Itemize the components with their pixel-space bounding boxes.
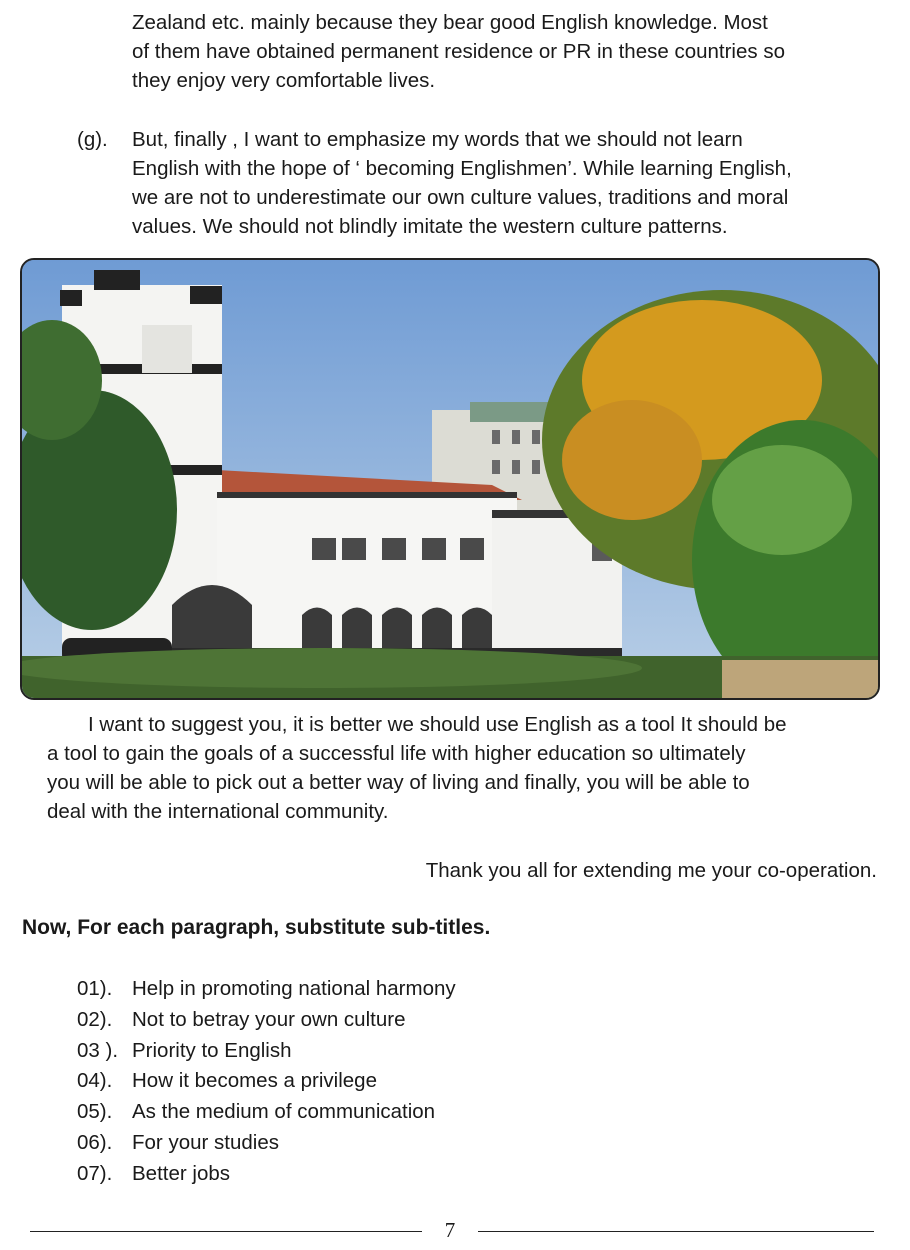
item-g-paragraph (132, 125, 854, 241)
list-number: 05). (77, 1100, 113, 1124)
list-text: For your studies (132, 1130, 279, 1154)
subtitle-list (77, 974, 456, 1190)
text-line: values. We should not blindly imitate the western culture patterns. (132, 215, 728, 238)
text-line: I want to suggest you, it is better we should use English as a tool It should be (88, 713, 787, 736)
list-number: 06). (77, 1130, 113, 1154)
text-line: you will be able to pick out a better way of living and finally, you will be able to (47, 771, 750, 794)
building-photo-illustration (22, 260, 878, 698)
item-g-marker: (g). (77, 128, 108, 151)
list-item (77, 974, 456, 1005)
suggestion-paragraph (47, 710, 854, 826)
instruction-heading: Now, For each paragraph, substitute sub-titles. (22, 916, 491, 939)
list-text: Not to betray your own culture (132, 1007, 406, 1031)
list-item (77, 1066, 456, 1097)
list-item (77, 1159, 456, 1190)
text-line: a tool to gain the goals of a successful life with higher education so ultimately (47, 742, 746, 765)
text-line: English with the hope of ‘ becoming Englishmen’. While learning English, (132, 157, 792, 180)
list-text: As the medium of communication (132, 1100, 436, 1124)
closing-line: Thank you all for extending me your co-operation. (425, 859, 877, 882)
continuation-paragraph (132, 8, 854, 95)
text-line: deal with the international community. (47, 800, 389, 823)
text-line: Zealand etc. mainly because they bear good English knowledge. Most (132, 11, 768, 34)
list-item (77, 1097, 456, 1128)
list-number: 07). (77, 1161, 113, 1185)
list-text: Better jobs (132, 1161, 230, 1185)
list-text: How it becomes a privilege (132, 1069, 377, 1093)
list-text: Priority to English (132, 1038, 292, 1062)
list-item (77, 1005, 456, 1036)
list-number: 01). (77, 977, 113, 1000)
text-line: we are not to underestimate our own culture values, traditions and moral (132, 186, 789, 209)
footer-divider-left (30, 1231, 422, 1232)
text-line: But, finally , I want to emphasize my words that we should not learn (132, 128, 743, 151)
building-photo (20, 258, 880, 700)
page-number: 7 (444, 1218, 456, 1242)
list-text: Help in promoting national harmony (132, 977, 456, 1000)
list-number: 04). (77, 1069, 113, 1093)
text-line: of them have obtained permanent residence or PR in these countries so (132, 40, 785, 63)
list-number: 03 ). (77, 1038, 119, 1062)
footer-divider-right (478, 1231, 874, 1232)
list-number: 02). (77, 1007, 113, 1031)
text-line: they enjoy very comfortable lives. (132, 69, 436, 92)
list-item (77, 1036, 456, 1067)
list-item (77, 1128, 456, 1159)
